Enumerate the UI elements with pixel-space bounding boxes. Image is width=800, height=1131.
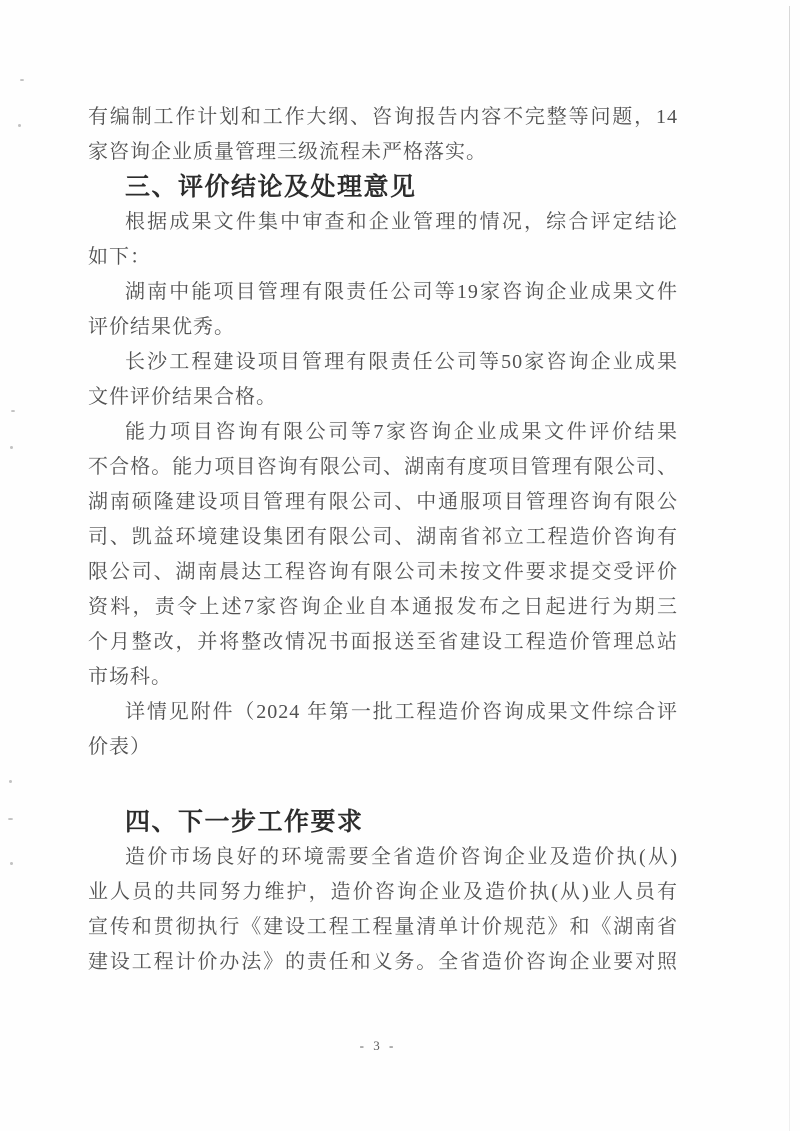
text-line: 详情见附件（2024 年第一批工程造价咨询成果文件综合评 bbox=[125, 701, 678, 723]
text-line: 价表） bbox=[88, 736, 151, 758]
text-line: 文件评价结果合格。 bbox=[88, 386, 277, 408]
paragraph-quality-issues bbox=[88, 100, 678, 170]
paragraph-excellent-result bbox=[88, 275, 678, 345]
text-line: 不合格。能力项目咨询有限公司、湖南有度项目管理有限公司、 bbox=[88, 456, 678, 478]
text-line: 业人员的共同努力维护，造价咨询企业及造价执(从)业人员有 bbox=[88, 881, 678, 903]
text-line: 评价结果优秀。 bbox=[88, 316, 235, 338]
text-line: 司、凯益环境建设集团有限公司、湖南省祁立工程造价咨询有 bbox=[88, 526, 678, 548]
section-gap bbox=[88, 765, 678, 805]
paragraph-attachment-note bbox=[88, 695, 678, 765]
text-line: 建设工程计价办法》的责任和义务。全省造价咨询企业要对照 bbox=[88, 951, 678, 973]
scan-speck bbox=[11, 410, 15, 412]
text-line: 造价市场良好的环境需要全省造价咨询企业及造价执(从) bbox=[125, 846, 678, 868]
paragraph-unqualified-result bbox=[88, 415, 678, 695]
scan-speck bbox=[20, 79, 24, 81]
scan-speck bbox=[8, 818, 13, 820]
document-body bbox=[88, 100, 678, 980]
paragraph-evaluation-basis bbox=[88, 205, 678, 275]
text-line: 个月整改，并将整改情况书面报送至省建设工程造价管理总站 bbox=[88, 631, 678, 653]
text-line: 长沙工程建设项目管理有限责任公司等50家咨询企业成果 bbox=[125, 351, 678, 373]
scan-speck bbox=[10, 862, 13, 865]
text-line: 家咨询企业质量管理三级流程未严格落实。 bbox=[88, 141, 487, 163]
text-line: 资料，责令上述7家咨询企业自本通报发布之日起进行为期三 bbox=[88, 596, 678, 618]
paragraph-qualified-result bbox=[88, 345, 678, 415]
text-line: 湖南中能项目管理有限责任公司等19家咨询企业成果文件 bbox=[125, 281, 678, 303]
page-edge-line bbox=[789, 6, 790, 1131]
text-line: 市场科。 bbox=[88, 666, 172, 688]
scan-speck bbox=[9, 780, 12, 783]
scan-speck bbox=[18, 124, 21, 127]
text-line: 有编制工作计划和工作大纲、咨询报告内容不完整等问题，14 bbox=[88, 106, 678, 128]
section-heading-next-step: 四、下一步工作要求 bbox=[125, 808, 364, 836]
text-line: 如下： bbox=[88, 246, 151, 268]
paragraph-next-step bbox=[88, 840, 678, 980]
text-line: 宣传和贯彻执行《建设工程工程量清单计价规范》和《湖南省 bbox=[88, 916, 678, 938]
page-number: - 3 - bbox=[359, 1038, 397, 1053]
text-line: 限公司、湖南晨达工程咨询有限公司未按文件要求提交受评价 bbox=[88, 561, 678, 583]
text-line: 能力项目咨询有限公司等7家咨询企业成果文件评价结果 bbox=[125, 421, 678, 443]
text-line: 根据成果文件集中审查和企业管理的情况，综合评定结论 bbox=[125, 211, 678, 233]
scan-speck bbox=[10, 446, 13, 449]
section-heading-evaluation-conclusion: 三、评价结论及处理意见 bbox=[125, 173, 417, 201]
text-line: 湖南硕隆建设项目管理有限公司、中通服项目管理咨询有限公 bbox=[88, 491, 678, 513]
